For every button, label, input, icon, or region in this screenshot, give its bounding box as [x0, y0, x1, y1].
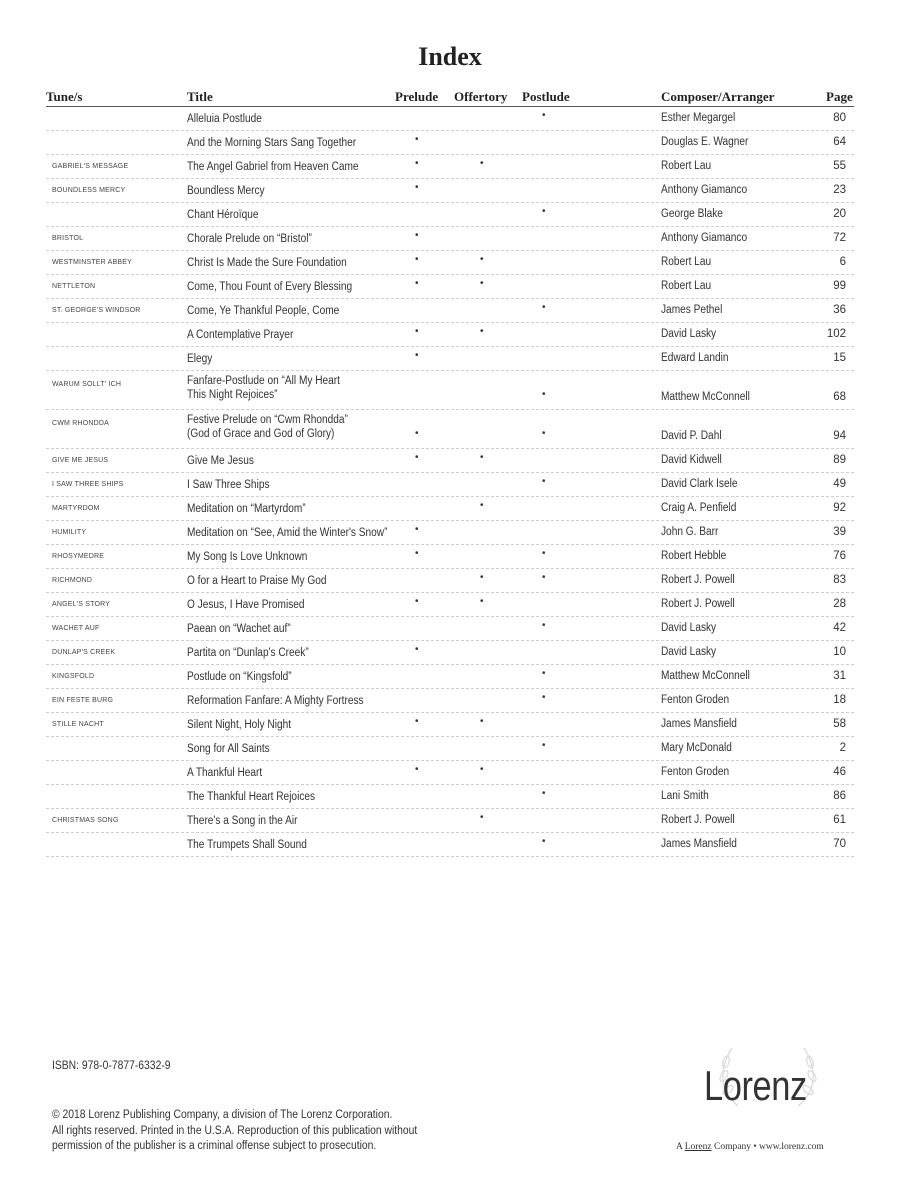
prelude-mark: • — [415, 182, 419, 193]
page-number: 80 — [833, 112, 846, 124]
tune-name: CHRISTMAS SONG — [52, 817, 119, 824]
piece-title-line: Christ Is Made the Sure Foundation — [187, 257, 347, 269]
page-number: 89 — [833, 454, 846, 466]
postlude-mark: • — [542, 428, 546, 439]
offertory-mark: • — [480, 500, 484, 511]
postlude-mark: • — [542, 620, 546, 631]
postlude-mark: • — [542, 110, 546, 121]
copyright-line: All rights reserved. Printed in the U.S.A. Reproduction of this publication without — [52, 1124, 418, 1137]
prelude-mark: • — [415, 524, 419, 535]
piece-title-line: Silent Night, Holy Night — [187, 719, 292, 731]
piece-title — [187, 502, 306, 516]
offertory-mark: • — [480, 716, 484, 727]
table-row — [46, 131, 854, 155]
piece-title-line: Give Me Jesus — [187, 455, 254, 467]
table-row — [46, 665, 854, 689]
piece-title — [187, 646, 309, 660]
tune-name: ANGEL'S STORY — [52, 601, 111, 608]
piece-title — [187, 694, 364, 708]
page-number: 64 — [833, 136, 846, 148]
piece-title — [187, 232, 312, 246]
composer-name: Fenton Groden — [661, 766, 730, 778]
piece-title-line: This Night Rejoices” — [187, 389, 278, 401]
page-number: 92 — [833, 502, 846, 514]
table-row — [46, 275, 854, 299]
tune-name: HUMILITY — [52, 529, 87, 536]
composer-name: Mary McDonald — [661, 742, 732, 754]
prelude-mark: • — [415, 764, 419, 775]
piece-title-line: Come, Thou Fount of Every Blessing — [187, 281, 353, 293]
piece-title-line: Elegy — [187, 353, 213, 365]
postlude-mark: • — [542, 788, 546, 799]
table-row — [46, 347, 854, 371]
page-number: 46 — [833, 766, 846, 778]
page-number: 94 — [833, 430, 846, 442]
piece-title-line: O Jesus, I Have Promised — [187, 599, 305, 611]
page-number: 86 — [833, 790, 846, 802]
tune-name: WACHET AUF — [52, 625, 100, 632]
page-number: 2 — [839, 742, 846, 754]
composer-name: George Blake — [661, 208, 723, 220]
tune-name: BOUNDLESS MERCY — [52, 187, 126, 194]
prelude-mark: • — [415, 428, 419, 439]
composer-name: Fenton Groden — [661, 694, 730, 706]
offertory-mark: • — [480, 596, 484, 607]
page-number: 36 — [833, 304, 846, 316]
column-header-prelude: Prelude — [395, 89, 439, 104]
composer-name: Robert J. Powell — [661, 598, 735, 610]
postlude-mark: • — [542, 206, 546, 217]
composer-name: Matthew McConnell — [661, 670, 750, 682]
offertory-mark: • — [480, 278, 484, 289]
tune-name: WARUM SOLLT' ICH — [52, 381, 122, 388]
piece-title — [187, 160, 359, 174]
tune-name: I SAW THREE SHIPS — [52, 481, 124, 488]
prelude-mark: • — [415, 134, 419, 145]
piece-title-line: The Thankful Heart Rejoices — [187, 791, 316, 803]
piece-title — [187, 454, 254, 468]
page-number: 58 — [833, 718, 846, 730]
table-row — [46, 545, 854, 569]
offertory-mark: • — [480, 158, 484, 169]
tune-name: WESTMINSTER ABBEY — [52, 259, 133, 266]
composer-name: Robert Lau — [661, 160, 712, 172]
tune-name: RICHMOND — [52, 577, 93, 584]
piece-title-line: Come, Ye Thankful People, Come — [187, 305, 340, 317]
composer-name: Robert J. Powell — [661, 814, 735, 826]
piece-title — [187, 814, 298, 828]
table-row — [46, 473, 854, 497]
composer-name: James Mansfield — [661, 718, 737, 730]
prelude-mark: • — [415, 326, 419, 337]
page-number: 28 — [833, 598, 846, 610]
page-number: 18 — [833, 694, 846, 706]
piece-title-line: The Trumpets Shall Sound — [187, 839, 307, 851]
piece-title — [187, 304, 339, 318]
prelude-mark: • — [415, 548, 419, 559]
page-number: 49 — [833, 478, 846, 490]
page-number: 23 — [833, 184, 846, 196]
tagline-brand: Lorenz — [684, 1142, 712, 1152]
piece-title-line: There's a Song in the Air — [187, 815, 298, 827]
piece-title-line: Meditation on “Martyrdom” — [187, 503, 306, 515]
piece-title — [187, 742, 270, 756]
table-row — [46, 371, 854, 410]
piece-title-line: Chant Héroïque — [187, 209, 259, 221]
table-row — [46, 251, 854, 275]
tune-name: GIVE ME JESUS — [52, 457, 109, 464]
piece-title — [187, 478, 270, 492]
prelude-mark: • — [415, 230, 419, 241]
lorenz-logo — [690, 1040, 850, 1120]
page-number: 39 — [833, 526, 846, 538]
tune-name: RHOSYMEDRE — [52, 553, 105, 560]
tune-name: NETTLETON — [52, 283, 96, 290]
table-row — [46, 641, 854, 665]
composer-name: John G. Barr — [661, 526, 719, 538]
page-number: 42 — [833, 622, 846, 634]
logo-wordmark: Lorenz — [704, 1062, 807, 1109]
composer-name: Anthony Giamanco — [661, 232, 748, 244]
offertory-mark: • — [480, 572, 484, 583]
tune-name: ST. GEORGE'S WINDSOR — [52, 307, 141, 314]
prelude-mark: • — [415, 644, 419, 655]
composer-name: David Lasky — [661, 622, 717, 634]
prelude-mark: • — [415, 158, 419, 169]
offertory-mark: • — [480, 812, 484, 823]
piece-title — [187, 112, 262, 126]
page-number: 55 — [833, 160, 846, 172]
piece-title-line: My Song Is Love Unknown — [187, 551, 308, 563]
piece-title — [187, 670, 292, 684]
piece-title — [187, 598, 305, 612]
piece-title — [187, 574, 326, 588]
piece-title-line: Reformation Fanfare: A Mighty Fortress — [187, 695, 364, 707]
table-row — [46, 497, 854, 521]
postlude-mark: • — [542, 548, 546, 559]
tune-name: GABRIEL'S MESSAGE — [52, 163, 129, 170]
table-row — [46, 521, 854, 545]
table-row — [46, 179, 854, 203]
table-row — [46, 203, 854, 227]
composer-name: David P. Dahl — [661, 430, 722, 442]
prelude-mark: • — [415, 716, 419, 727]
piece-title-line: Song for All Saints — [187, 743, 270, 755]
piece-title — [187, 550, 307, 564]
publisher-tagline: A Lorenz Company • www.lorenz.com — [676, 1142, 824, 1152]
page-number: 31 — [833, 670, 846, 682]
composer-name: Robert J. Powell — [661, 574, 735, 586]
piece-title — [187, 622, 291, 636]
prelude-mark: • — [415, 596, 419, 607]
table-row — [46, 617, 854, 641]
page-number: 15 — [833, 352, 846, 364]
page-number: 72 — [833, 232, 846, 244]
piece-title — [187, 766, 262, 780]
page-number: 102 — [826, 328, 846, 340]
piece-title — [187, 208, 258, 222]
piece-title-line: (God of Grace and God of Glory) — [187, 428, 335, 440]
piece-title-line: Partita on “Dunlap's Creek” — [187, 647, 309, 659]
composer-name: Robert Hebble — [661, 550, 727, 562]
composer-name: Esther Megargel — [661, 112, 736, 124]
table-row — [46, 449, 854, 473]
table-row — [46, 809, 854, 833]
table-row — [46, 155, 854, 179]
table-row — [46, 227, 854, 251]
column-header-title: Title — [187, 89, 213, 104]
composer-name: Craig A. Penfield — [661, 502, 737, 514]
page-title: Index — [418, 42, 482, 71]
copyright-line: © 2018 Lorenz Publishing Company, a division of The Lorenz Corporation. — [52, 1109, 393, 1121]
tune-name: EIN FESTE BURG — [52, 697, 114, 704]
column-header-page: Page — [826, 89, 853, 104]
postlude-mark: • — [542, 668, 546, 679]
column-header-composer: Composer/Arranger — [661, 89, 775, 104]
piece-title-line: O for a Heart to Praise My God — [187, 575, 327, 587]
table-row — [46, 410, 854, 449]
composer-name: David Kidwell — [661, 454, 722, 466]
piece-title — [187, 718, 291, 732]
table-row — [46, 569, 854, 593]
prelude-mark: • — [415, 254, 419, 265]
tune-name: DUNLAP'S CREEK — [52, 649, 116, 656]
composer-name: James Pethel — [661, 304, 723, 316]
piece-title-line: Postlude on “Kingsfold” — [187, 671, 292, 683]
tune-name: MARTYRDOM — [52, 505, 100, 512]
tune-name: CWM RHONDDA — [52, 420, 110, 427]
table-row — [46, 737, 854, 761]
piece-title — [187, 280, 352, 294]
tune-name: BRISTOL — [52, 235, 84, 242]
postlude-mark: • — [542, 389, 546, 400]
column-header-offertory: Offertory — [454, 89, 508, 104]
index-table — [46, 107, 854, 857]
piece-title — [187, 136, 356, 150]
composer-name: James Mansfield — [661, 838, 737, 850]
tune-name: KINGSFOLD — [52, 673, 95, 680]
piece-title-line: Boundless Mercy — [187, 185, 265, 197]
column-header-tune: Tune/s — [46, 89, 83, 104]
table-row — [46, 299, 854, 323]
piece-title-line: A Contemplative Prayer — [187, 329, 294, 341]
page-number: 83 — [833, 574, 846, 586]
composer-name: Edward Landin — [661, 352, 729, 364]
postlude-mark: • — [542, 572, 546, 583]
page-number: 10 — [833, 646, 846, 658]
composer-name: Lani Smith — [661, 790, 709, 802]
composer-name: David Clark Isele — [661, 478, 738, 490]
composer-name: David Lasky — [661, 646, 717, 658]
offertory-mark: • — [480, 764, 484, 775]
postlude-mark: • — [542, 836, 546, 847]
table-row — [46, 107, 854, 131]
piece-title — [187, 328, 293, 342]
piece-title — [187, 374, 340, 402]
prelude-mark: • — [415, 278, 419, 289]
postlude-mark: • — [542, 692, 546, 703]
piece-title-line: Meditation on “See, Amid the Winter's Snow” — [187, 527, 388, 539]
piece-title-line: A Thankful Heart — [187, 767, 263, 779]
offertory-mark: • — [480, 254, 484, 265]
composer-name: Robert Lau — [661, 256, 712, 268]
column-header-postlude: Postlude — [522, 89, 570, 104]
page-number: 20 — [833, 208, 846, 220]
tune-name: STILLE NACHT — [52, 721, 104, 728]
page-number: 76 — [833, 550, 846, 562]
postlude-mark: • — [542, 740, 546, 751]
page-number: 61 — [833, 814, 846, 826]
piece-title-line: Chorale Prelude on “Bristol” — [187, 233, 312, 245]
piece-title — [187, 352, 212, 366]
table-row — [46, 713, 854, 737]
composer-name: David Lasky — [661, 328, 717, 340]
table-row — [46, 761, 854, 785]
piece-title-line: Alleluia Postlude — [187, 113, 262, 125]
prelude-mark: • — [415, 452, 419, 463]
postlude-mark: • — [542, 302, 546, 313]
piece-title-line: Paean on “Wachet auf” — [187, 623, 291, 635]
piece-title-line: And the Morning Stars Sang Together — [187, 137, 357, 149]
offertory-mark: • — [480, 452, 484, 463]
postlude-mark: • — [542, 476, 546, 487]
composer-name: Matthew McConnell — [661, 391, 750, 403]
piece-title — [187, 184, 265, 198]
page-number: 6 — [839, 256, 846, 268]
piece-title-line: Fanfare-Postlude on “All My Heart — [187, 375, 340, 387]
prelude-mark: • — [415, 350, 419, 361]
offertory-mark: • — [480, 326, 484, 337]
piece-title — [187, 256, 347, 270]
page-number: 68 — [833, 391, 846, 403]
table-row — [46, 689, 854, 713]
piece-title — [187, 838, 307, 852]
composer-name: Douglas E. Wagner — [661, 136, 749, 148]
table-row — [46, 593, 854, 617]
piece-title — [187, 526, 387, 540]
piece-title — [187, 413, 348, 441]
piece-title-line: Festive Prelude on “Cwm Rhondda” — [187, 414, 348, 426]
table-row — [46, 833, 854, 857]
copyright-notice — [52, 1108, 417, 1155]
piece-title-line: The Angel Gabriel from Heaven Came — [187, 161, 359, 173]
composer-name: Robert Lau — [661, 280, 712, 292]
piece-title-line: I Saw Three Ships — [187, 479, 270, 491]
table-row — [46, 785, 854, 809]
composer-name: Anthony Giamanco — [661, 184, 748, 196]
piece-title — [187, 790, 315, 804]
table-row — [46, 323, 854, 347]
page-number: 70 — [833, 838, 846, 850]
isbn: ISBN: 978-0-7877-6332-9 — [52, 1060, 171, 1072]
copyright-line: permission of the publisher is a criminal offense subject to prosecution. — [52, 1140, 377, 1152]
page-number: 99 — [833, 280, 846, 292]
